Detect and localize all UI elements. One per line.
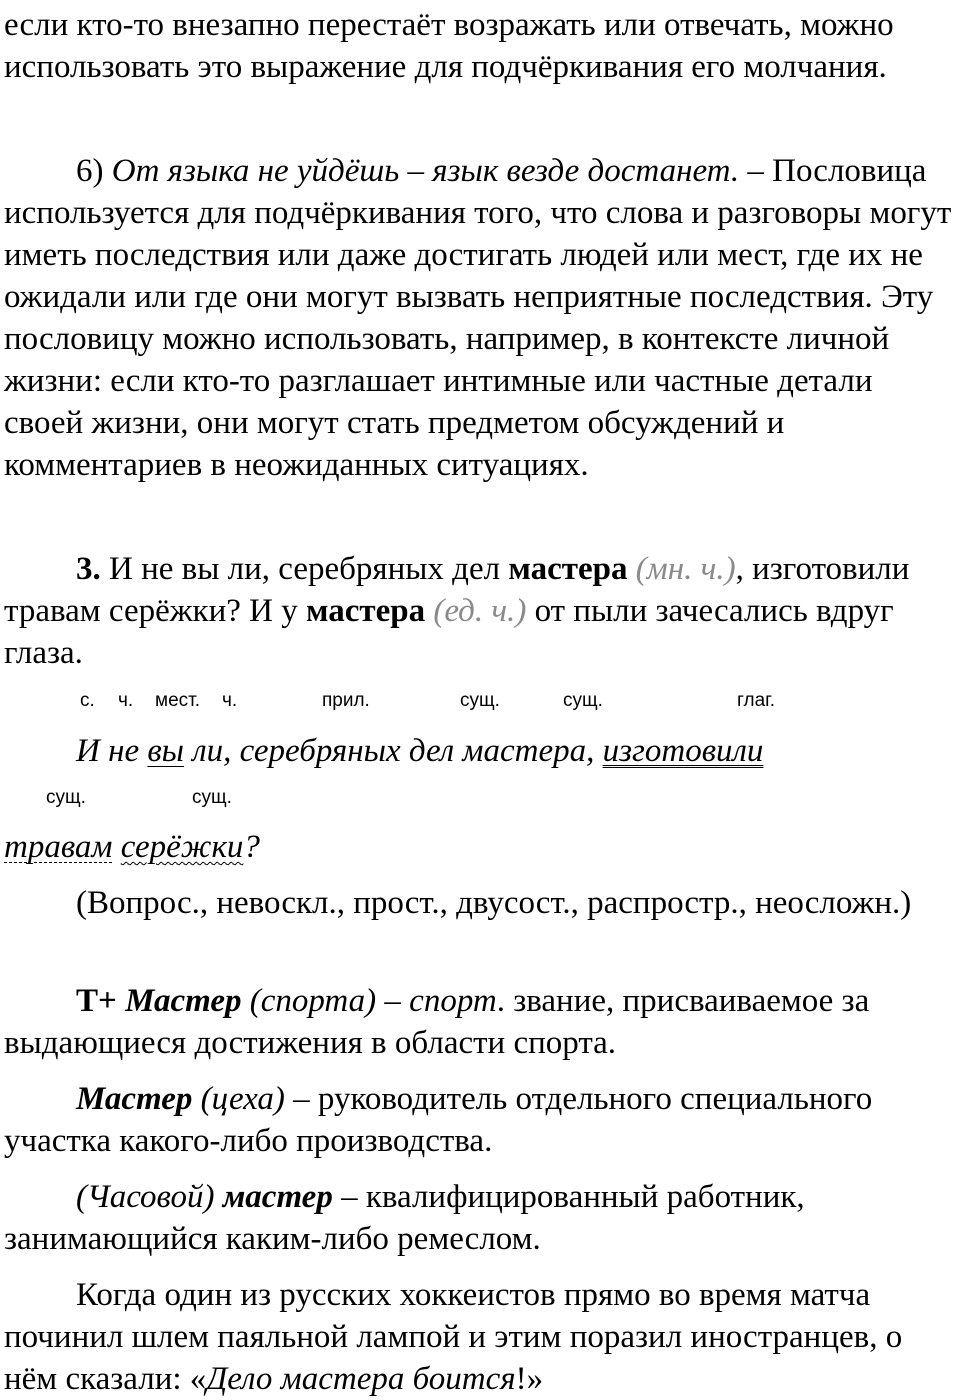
task-3-note-1: (мн. ч.) — [635, 551, 736, 587]
definition-1-mark: Т+ — [76, 983, 117, 1019]
task-3-note-2: (ед. ч.) — [433, 593, 527, 629]
parsed-word: ли, серебряных дел мастера, — [192, 733, 595, 769]
task-3-word-2: мастера — [305, 593, 426, 629]
task-3-text-3: от пыли зачесались вдруг глаза. — [4, 593, 894, 671]
parsed-sentence-line-1 — [76, 730, 763, 772]
final-text: Когда один из русских хоккеистов прямо во время матча починил шлем паяльной лампой и этим поразил иностранцев, о нём сказали: « — [4, 1277, 903, 1397]
definition-2-word: Мастер — [76, 1081, 193, 1117]
intro-text: если кто-то внезапно перестаёт возражать или отвечать, можно использовать это выражение для подчёркивания его молчания. — [4, 7, 894, 85]
definition-1-dash: – — [384, 983, 401, 1019]
annotation-label: мест. — [155, 690, 201, 711]
definition-1-spec: спорт — [409, 983, 497, 1019]
item-6-proverb: От языка не уйдёшь – язык везде достанет. — [111, 153, 740, 189]
item-6-number: 6) — [76, 153, 104, 189]
annotation-label: сущ. — [46, 787, 86, 808]
definition-1 — [4, 980, 956, 1064]
task-3-text-1: И не вы ли, серебряных дел — [109, 551, 501, 587]
definition-3-note: (Часовой) — [76, 1179, 215, 1215]
definition-2-note: (цеха) — [200, 1081, 285, 1117]
annotation-label: с. — [80, 690, 95, 711]
annotation-label: сущ. — [563, 690, 603, 711]
analysis-text: (Вопрос., невоскл., прост., двусост., распростр., неосложн.) — [76, 885, 912, 921]
item-6-body: Пословица используется для подчёркивания того, что слова и разговоры могут иметь последствия или даже достигать людей или мест, где их не ожидали или где они могут вызвать неприятные последствия. Эту пословицу можно использовать, например, в контексте личной жизни: если кто-то разглашает интимные или частные детали своей жизни, они могут стать предметом обсуждений и комментариев в неожиданных ситуациях. — [4, 153, 952, 483]
item-6-paragraph — [4, 150, 956, 486]
annotation-label: глаг. — [737, 690, 776, 711]
definition-3-word: мастер — [222, 1179, 333, 1215]
annotation-label: прил. — [322, 690, 370, 711]
definition-1-note: (спорта) — [249, 983, 377, 1019]
parsed-subject: вы — [147, 733, 185, 769]
annotation-label: ч. — [118, 690, 134, 711]
definition-2 — [4, 1078, 956, 1162]
annotation-label: ч. — [222, 690, 238, 711]
annotation-label: сущ. — [460, 690, 500, 711]
parsed-attribute: серёжки — [120, 829, 244, 865]
sentence-analysis — [4, 882, 956, 924]
parsed-question-mark: ? — [243, 829, 260, 865]
parsed-word: И не — [76, 733, 140, 769]
task-3-text-2: , изготовили травам серёжки? И у — [4, 551, 910, 629]
definition-3 — [4, 1176, 956, 1260]
definition-1-word: Мастер — [125, 983, 242, 1019]
intro-paragraph — [4, 4, 956, 88]
task-3-word-1: мастера — [508, 551, 628, 587]
definition-2-text: – руководитель отдельного специального участка какого-либо производства. — [4, 1081, 873, 1159]
item-6-dash: – — [747, 153, 764, 189]
definition-3-text: – квалифицированный работник, занимающийся каким-либо ремеслом. — [4, 1179, 805, 1257]
task-3-paragraph — [4, 548, 956, 674]
definition-1-text: . звание, присваиваемое за выдающиеся достижения в области спорта. — [4, 983, 870, 1061]
parsed-sentence-line-2 — [4, 826, 260, 868]
final-paragraph — [4, 1274, 956, 1400]
final-end: !» — [515, 1361, 544, 1397]
parsed-predicate: изготовили — [602, 733, 764, 769]
parsed-object: травам — [4, 829, 113, 865]
annotation-label: сущ. — [192, 787, 232, 808]
final-quote: Дело мастера боится — [206, 1361, 516, 1397]
task-3-number: 3. — [76, 551, 101, 587]
